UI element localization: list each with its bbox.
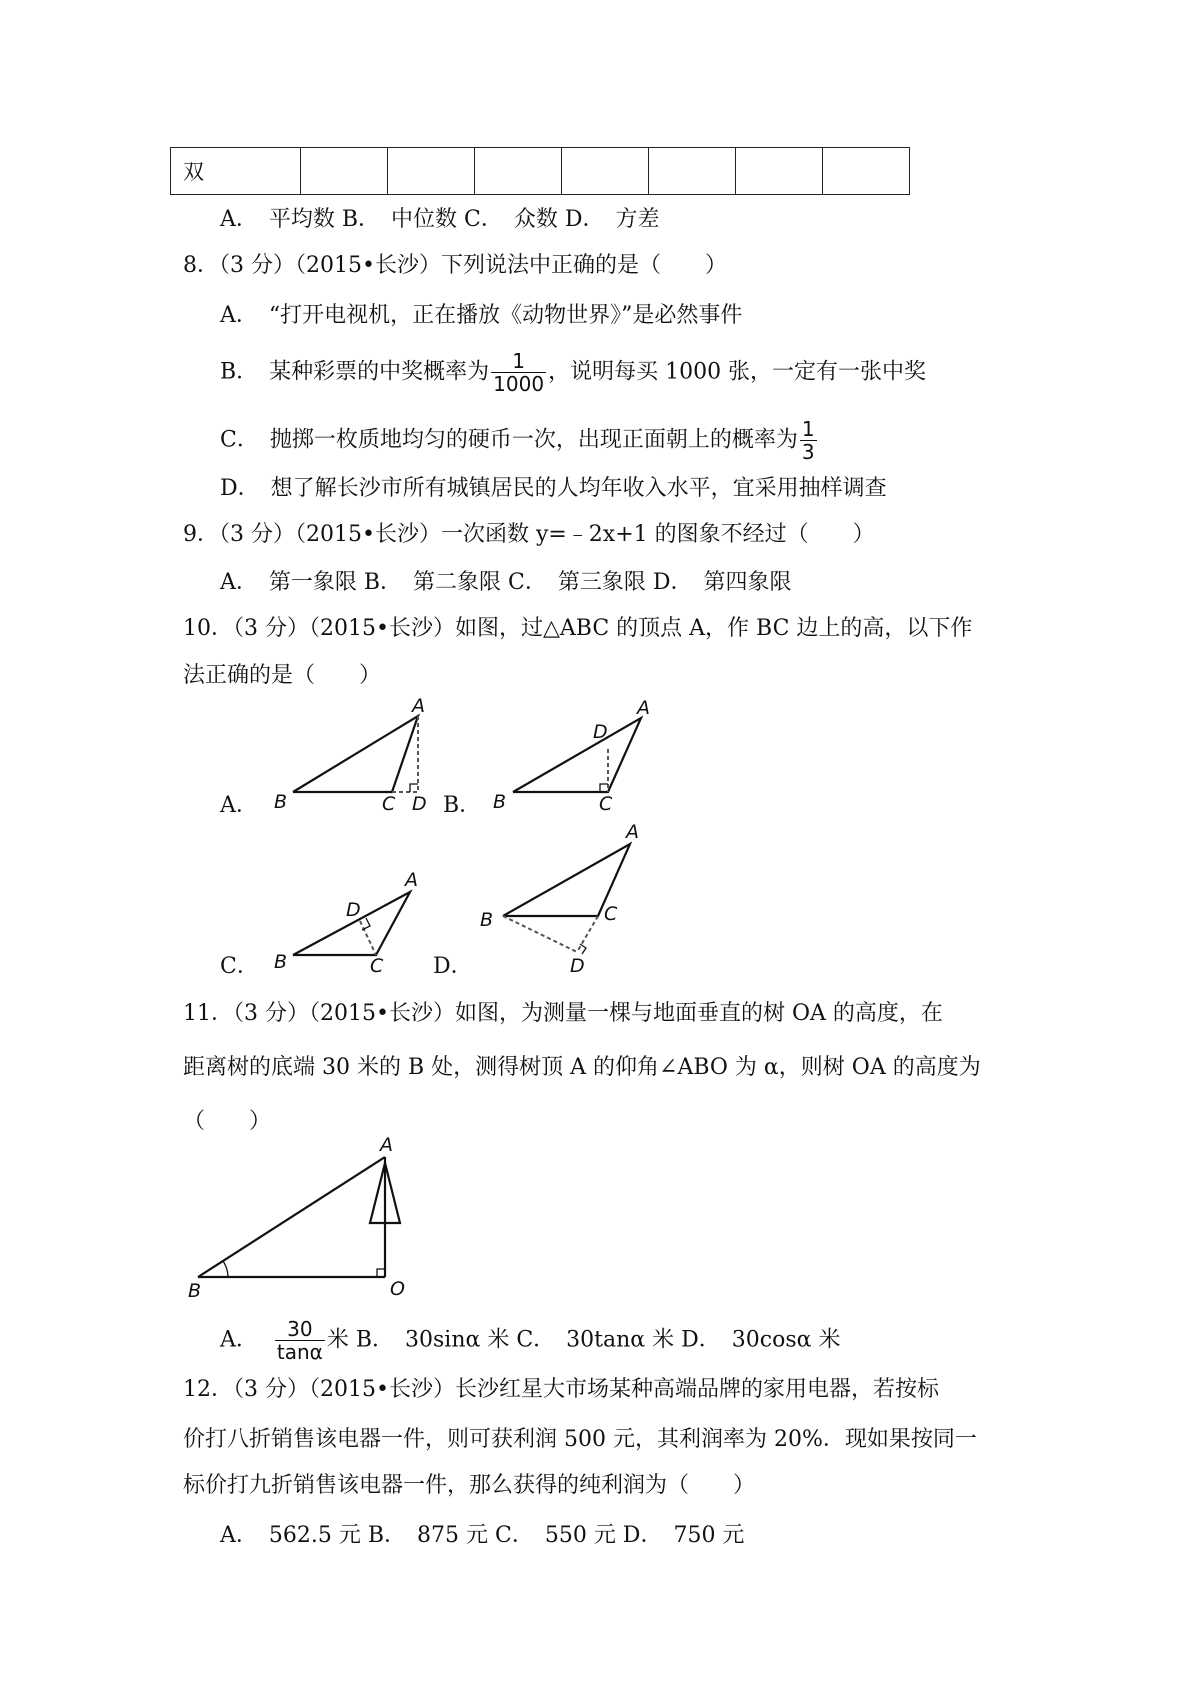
fraction-numerator: 1 [801, 417, 815, 441]
q8-option-c-pre: C． 抛掷一枚质地均匀的硬币一次，出现正面朝上的概率为 [220, 427, 798, 453]
q12-stem-1: 12．（3 分）（2015•长沙）长沙红星大市场某种高端品牌的家用电器，若按标 [183, 1377, 939, 1402]
fraction-denominator: 3 [801, 440, 815, 464]
q7-options: A． 平均数 B． 中位数 C． 众数 D． 方差 [220, 207, 660, 232]
fraction [275, 1318, 325, 1363]
table-row [171, 148, 910, 195]
q10-label-b: B． [443, 793, 482, 818]
point-label-b: B [480, 909, 494, 931]
q11-option-a-label: A． [220, 1327, 258, 1353]
table-cell [649, 148, 736, 195]
point-label-a: A [626, 821, 639, 843]
q11-stem-3: （ ） [183, 1109, 272, 1134]
q11-stem-2: 距离树的底端 30 米的 B 处，测得树顶 A 的仰角∠ABO 为 α，则树 OA 的高度为 [183, 1055, 981, 1080]
q10-figure-a [270, 695, 440, 815]
q10-label-d: D． [433, 954, 473, 979]
point-label-a: A [412, 695, 425, 717]
fraction-denominator: tanα [276, 1340, 323, 1364]
q8-option-b-post: ，说明每买 1000 张，一定有一张中奖 [548, 359, 927, 385]
q11-options-rest: 米 B． 30sinα 米 C． 30tanα 米 D． 30cosα 米 [326, 1327, 841, 1353]
q12-options: A． 562.5 元 B． 875 元 C． 550 元 D． 750 元 [220, 1523, 745, 1548]
point-label-o: O [390, 1278, 405, 1300]
q10-figure-c [270, 860, 440, 977]
fraction-numerator: 1 [491, 350, 546, 373]
table-cell [736, 148, 823, 195]
table-cell [388, 148, 475, 195]
q12-stem-2: 价打八折销售该电器一件，则可获利润 500 元，其利润率为 20%．现如果按同一 [183, 1427, 977, 1452]
fraction [491, 350, 546, 395]
q9-options: A． 第一象限 B． 第二象限 C． 第三象限 D． 第四象限 [220, 570, 792, 595]
q8-option-b-pre: B． 某种彩票的中奖概率为 [220, 359, 490, 385]
q12-stem-3: 标价打九折销售该电器一件，那么获得的纯利润为（ ） [183, 1473, 756, 1498]
q11-stem-1: 11．（3 分）（2015•长沙）如图，为测量一棵与地面垂直的树 OA 的高度，在 [183, 1001, 943, 1026]
q10-figure-b [493, 697, 663, 815]
point-label-a: A [405, 869, 418, 891]
q11-figure [180, 1134, 440, 1302]
q10-figure-d [480, 820, 660, 980]
fraction [800, 418, 817, 463]
point-label-d: D [570, 955, 585, 977]
table-cell [301, 148, 388, 195]
point-label-c: C [604, 903, 618, 925]
fraction-numerator: 30 [275, 1318, 325, 1341]
point-label-b: B [493, 791, 507, 813]
q9-stem: 9．（3 分）（2015•长沙）一次函数 y=﹣2x+1 的图象不经过（ ） [183, 522, 875, 547]
data-table [170, 147, 910, 195]
point-label-a: A [637, 697, 650, 719]
point-label-a: A [380, 1134, 393, 1156]
q10-label-c: C． [220, 954, 259, 979]
table-cell [823, 148, 910, 195]
q8-option-a: A． “打开电视机，正在播放《动物世界》”是必然事件 [220, 303, 743, 328]
point-label-b: B [188, 1280, 202, 1302]
q8-option-c [220, 418, 819, 463]
point-label-c: C [382, 793, 396, 815]
q11-options [220, 1318, 841, 1363]
q10-stem-2: 法正确的是（ ） [183, 663, 382, 688]
q10-stem-1: 10．（3 分）（2015•长沙）如图，过△ABC 的顶点 A，作 BC 边上的高，以下作 [183, 616, 973, 641]
table-cell: 双 [171, 148, 301, 195]
q8-option-d: D． 想了解长沙市所有城镇居民的人均年收入水平，宜采用抽样调查 [220, 476, 887, 501]
point-label-b: B [274, 791, 288, 813]
fraction-denominator: 1000 [493, 372, 545, 396]
point-label-c: C [599, 793, 613, 815]
point-label-d: D [346, 899, 361, 921]
q8-option-b [220, 350, 926, 395]
q10-label-a: A． [220, 793, 258, 818]
point-label-b: B [274, 951, 288, 973]
table-cell [475, 148, 562, 195]
point-label-d: D [412, 793, 427, 815]
point-label-d: D [593, 721, 608, 743]
table-cell [562, 148, 649, 195]
q8-stem: 8．（3 分）（2015•长沙）下列说法中正确的是（ ） [183, 253, 727, 278]
point-label-c: C [370, 955, 384, 977]
